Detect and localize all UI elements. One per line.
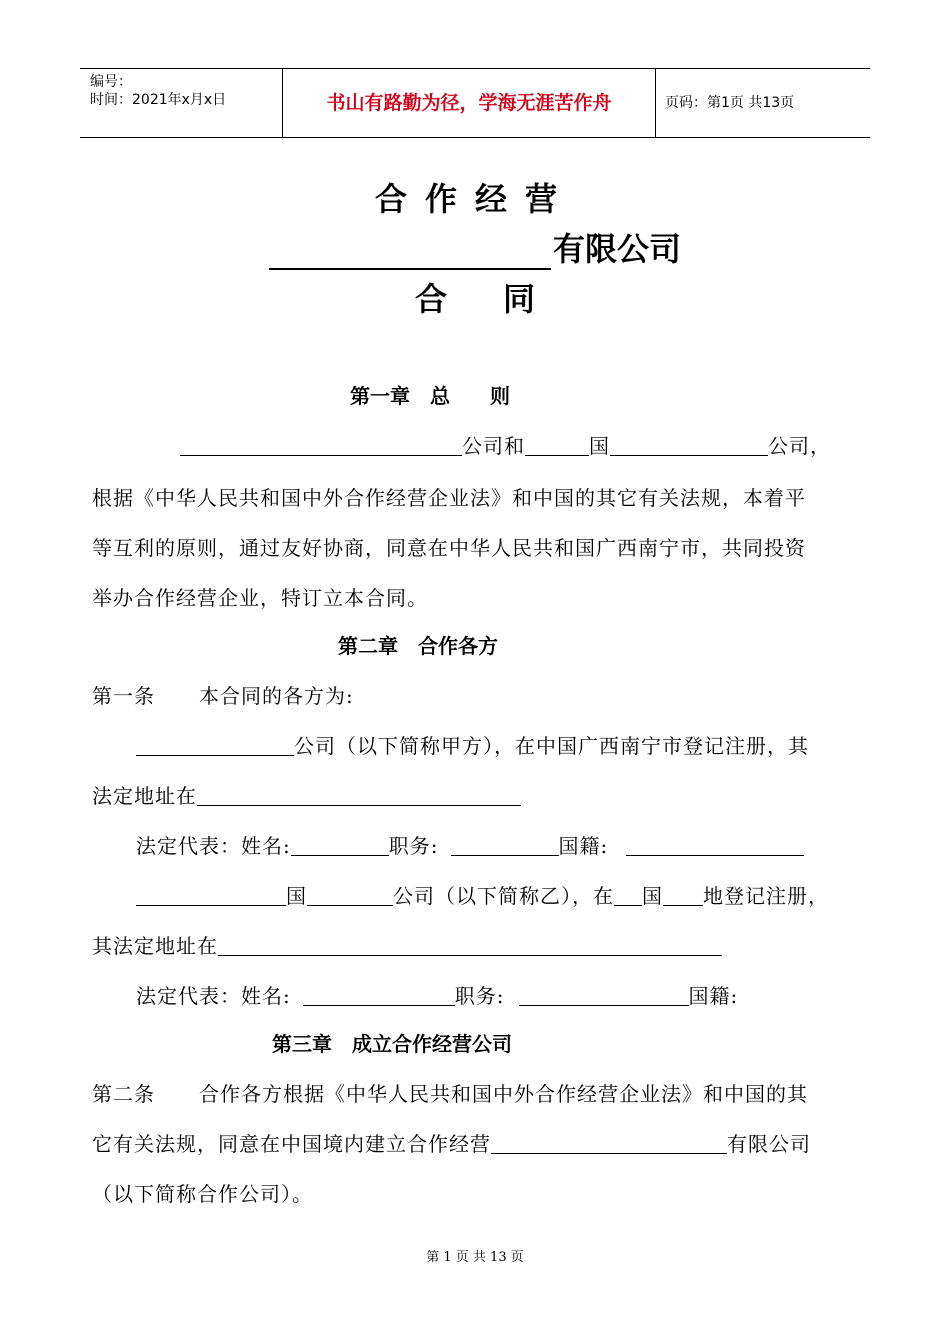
text: 其法定地址在 bbox=[92, 934, 218, 958]
article-label: 第二条 bbox=[92, 1082, 155, 1106]
blank-field bbox=[525, 433, 589, 456]
blank-field bbox=[307, 883, 393, 906]
blank-field bbox=[218, 933, 722, 956]
text: 国籍: bbox=[688, 984, 739, 1008]
text: 法定代表：姓名: bbox=[136, 834, 291, 858]
text: 有限公司 bbox=[727, 1132, 811, 1156]
header-motto: 书山有路勤为径，学海无涯苦作舟 bbox=[282, 69, 656, 137]
title-line-2 bbox=[0, 224, 950, 270]
company-name-blank bbox=[269, 234, 551, 270]
text: 公司和 bbox=[462, 434, 525, 458]
article-1 bbox=[92, 680, 354, 709]
blank-field bbox=[610, 433, 768, 456]
title-company-suffix: 有限公司 bbox=[552, 230, 681, 268]
header-meta bbox=[80, 69, 282, 137]
text: 公司（以下简称乙），在 bbox=[393, 884, 614, 908]
article-2 bbox=[92, 1078, 808, 1107]
blank-field bbox=[626, 833, 804, 856]
blank-field bbox=[291, 833, 389, 856]
number-label: 编号： bbox=[90, 74, 132, 90]
text: 职务: bbox=[454, 984, 505, 1008]
chapter-3-heading: 第三章 成立合作经营公司 bbox=[272, 1032, 512, 1056]
blank-field bbox=[614, 883, 642, 906]
blank-field bbox=[519, 983, 689, 1006]
blank-field bbox=[136, 883, 286, 906]
time-label: 时间：2021年x月x日 bbox=[90, 92, 227, 108]
body-line: 等互利的原则，通过友好协商，同意在中华人民共和国广西南宁市，共同投资 bbox=[92, 536, 806, 560]
text: 职务: bbox=[388, 834, 439, 858]
title-line-1: 合作经营 bbox=[374, 180, 575, 218]
blank-field bbox=[303, 983, 455, 1006]
party-a-address bbox=[92, 780, 521, 809]
blank-field bbox=[180, 433, 462, 456]
party-b-representative bbox=[136, 980, 738, 1009]
body-line: 根据《中华人民共和国中外合作经营企业法》和中国的其它有关法规，本着平 bbox=[92, 486, 806, 510]
blank-field bbox=[197, 783, 521, 806]
body-line bbox=[92, 1128, 811, 1157]
body-line: 举办合作经营企业，特订立本合同。 bbox=[92, 586, 428, 610]
party-a-line bbox=[136, 730, 809, 759]
page-footer: 第 1 页 共 13 页 bbox=[426, 1250, 524, 1265]
text: 公司， bbox=[768, 434, 831, 458]
party-b-line bbox=[136, 880, 829, 909]
blank-field bbox=[491, 1131, 727, 1154]
document-header bbox=[80, 68, 870, 138]
blank-field bbox=[451, 833, 559, 856]
chapter-1-heading: 第一章 总 则 bbox=[350, 384, 510, 408]
body-line: （以下简称合作公司）。 bbox=[92, 1182, 313, 1206]
title-line-3: 合同 bbox=[414, 280, 591, 318]
blank-field bbox=[663, 883, 703, 906]
text: 国 bbox=[286, 884, 307, 908]
text: 国 bbox=[642, 884, 663, 908]
body-line bbox=[180, 430, 831, 459]
text: 法定地址在 bbox=[92, 784, 197, 808]
text: 国 bbox=[589, 434, 610, 458]
text: 地登记注册， bbox=[703, 884, 829, 908]
text: 本合同的各方为: bbox=[199, 684, 354, 708]
text: 法定代表：姓名: bbox=[136, 984, 291, 1008]
text: 国籍: bbox=[558, 834, 609, 858]
blank-field bbox=[136, 733, 294, 756]
party-b-address bbox=[92, 930, 722, 959]
article-label: 第一条 bbox=[92, 684, 155, 708]
text: 合作各方根据《中华人民共和国中外合作经营企业法》和中国的其 bbox=[199, 1082, 808, 1106]
text: 它有关法规，同意在中国境内建立合作经营 bbox=[92, 1132, 491, 1156]
text: 公司（以下简称甲方），在中国广西南宁市登记注册，其 bbox=[294, 734, 809, 758]
party-a-representative bbox=[136, 830, 804, 859]
chapter-2-heading: 第二章 合作各方 bbox=[338, 634, 498, 658]
header-page-info: 页码：第1页 共13页 bbox=[665, 95, 795, 111]
